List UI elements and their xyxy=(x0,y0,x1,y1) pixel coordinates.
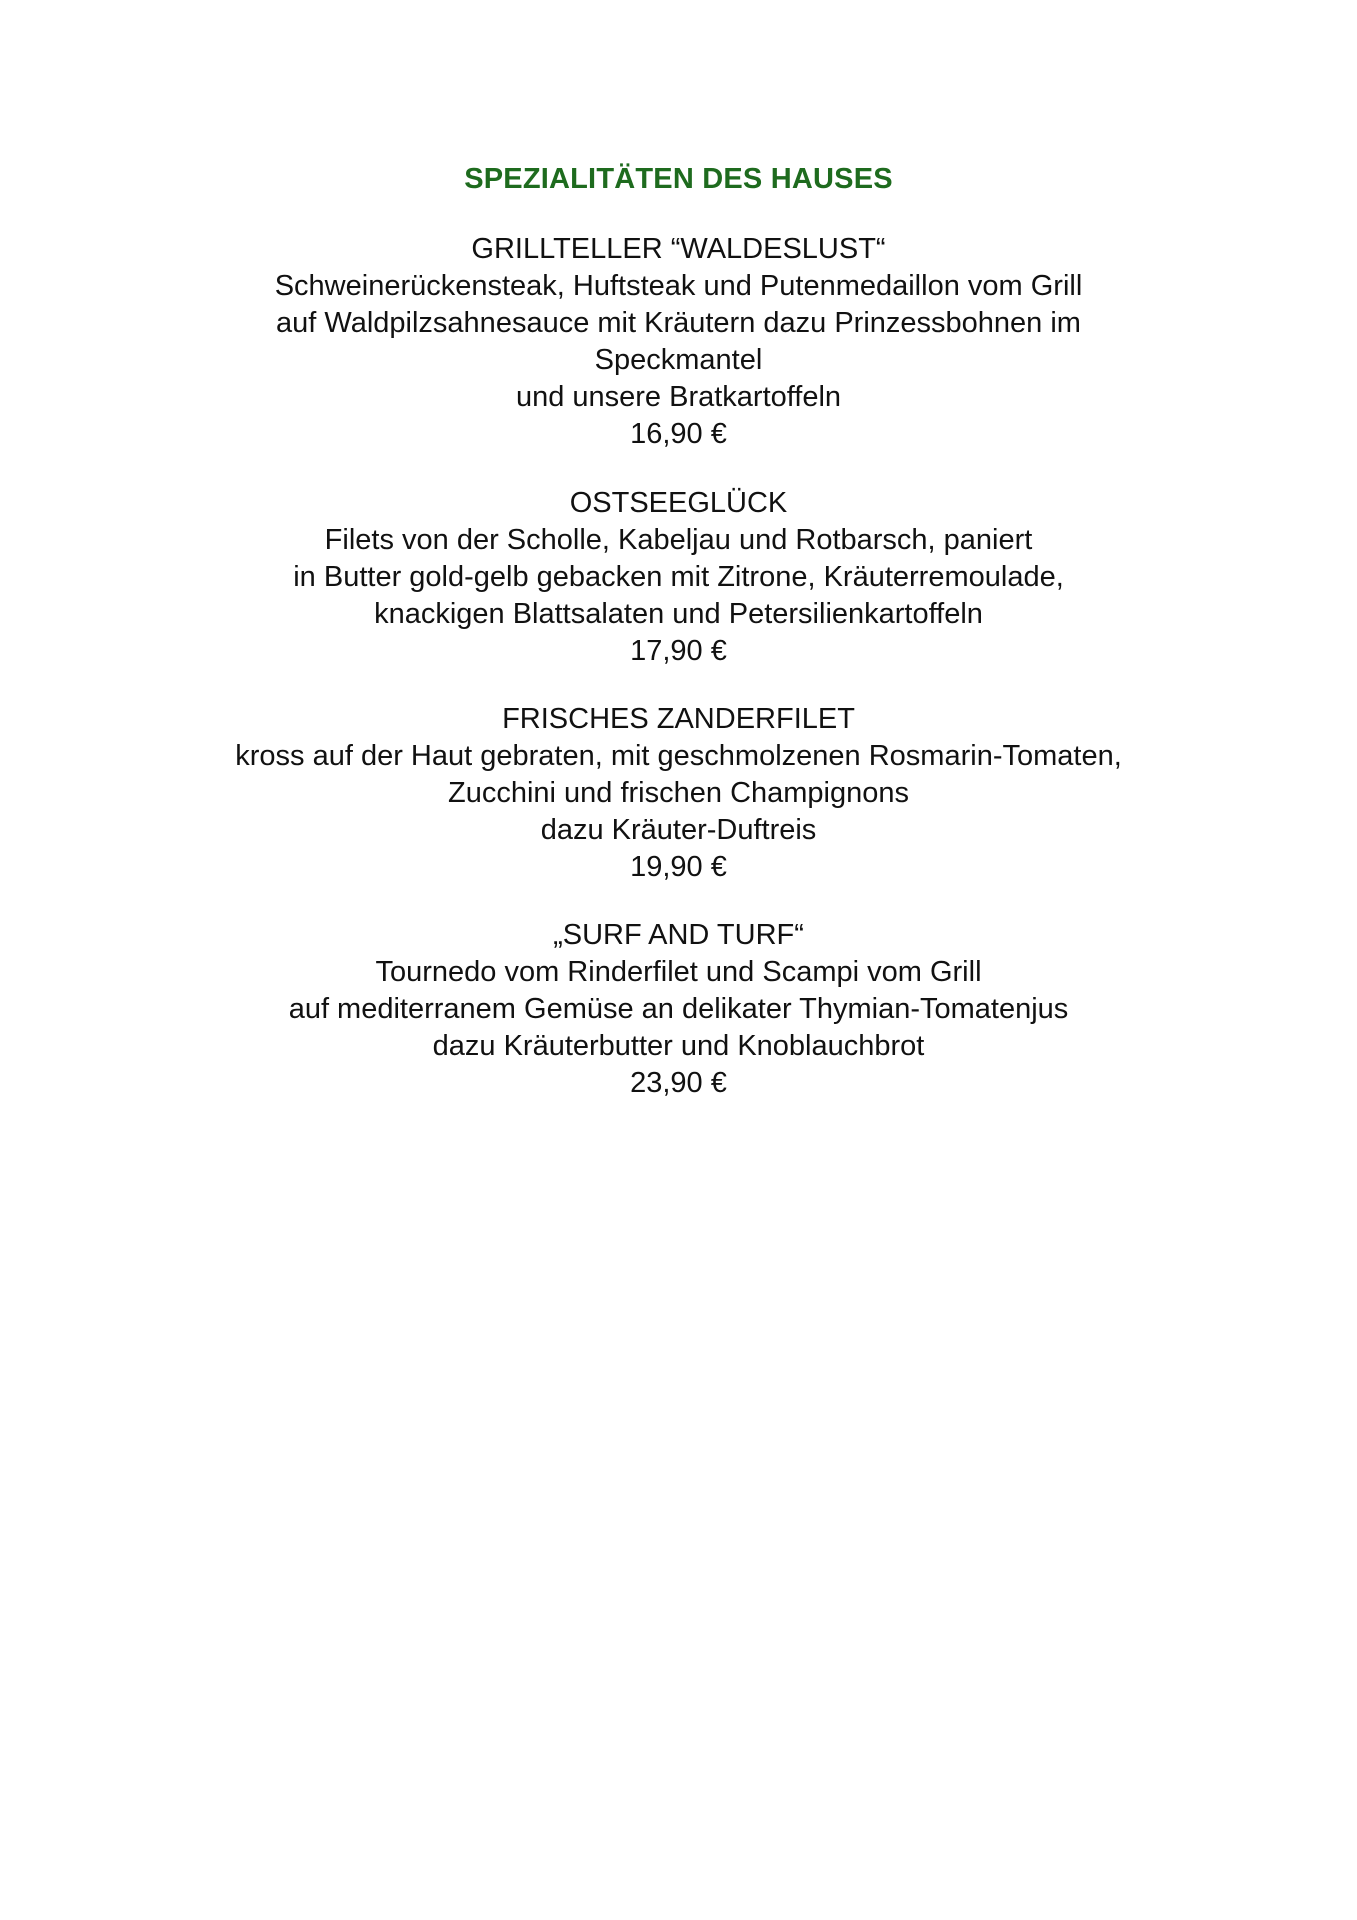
dish-price: 23,90 € xyxy=(630,1067,727,1099)
dish-description-line: auf Waldpilzsahnesauce mit Kräutern dazu Prinzessbohnen im xyxy=(276,307,1081,339)
dish-surf-and-turf xyxy=(0,917,1357,1102)
dish-description-line: dazu Kräuterbutter und Knoblauchbrot xyxy=(432,1030,925,1062)
dish-name: FRISCHES ZANDERFILET xyxy=(502,703,855,735)
dish-description-line: Schweinerückensteak, Huftsteak und Putenmedaillon vom Grill xyxy=(274,270,1083,302)
dish-description-line: knackigen Blattsalaten und Petersilienkartoffeln xyxy=(374,598,983,630)
dish-description-line: Speckmantel xyxy=(594,344,763,376)
dish-name: GRILLTELLER “WALDESLUST“ xyxy=(471,233,886,265)
dish-description-line: Tournedo vom Rinderfilet und Scampi vom Grill xyxy=(375,956,982,988)
dish-description-line: und unsere Bratkartoffeln xyxy=(515,381,842,413)
dish-grillteller xyxy=(0,231,1357,453)
dish-description-line: Zucchini und frischen Champignons xyxy=(447,777,910,809)
dish-description-line: dazu Kräuter-Duftreis xyxy=(540,814,817,846)
dish-zanderfilet xyxy=(0,701,1357,886)
dish-description-line: auf mediterranem Gemüse an delikater Thymian-Tomatenjus xyxy=(288,993,1069,1025)
dish-name: OSTSEEGLÜCK xyxy=(569,487,788,519)
dish-price: 16,90 € xyxy=(630,418,727,450)
dish-description-line: Filets von der Scholle, Kabeljau und Rotbarsch, paniert xyxy=(324,524,1033,556)
dish-ostseeglueck xyxy=(0,485,1357,670)
dish-price: 17,90 € xyxy=(630,635,727,667)
dish-description-line: kross auf der Haut gebraten, mit geschmolzenen Rosmarin-Tomaten, xyxy=(235,740,1122,772)
dish-price: 19,90 € xyxy=(630,851,727,883)
dish-description-line: in Butter gold-gelb gebacken mit Zitrone, Kräuterremoulade, xyxy=(293,561,1064,593)
dish-name: „SURF AND TURF“ xyxy=(553,919,804,951)
page-title: SPEZIALITÄTEN DES HAUSES xyxy=(464,163,893,195)
